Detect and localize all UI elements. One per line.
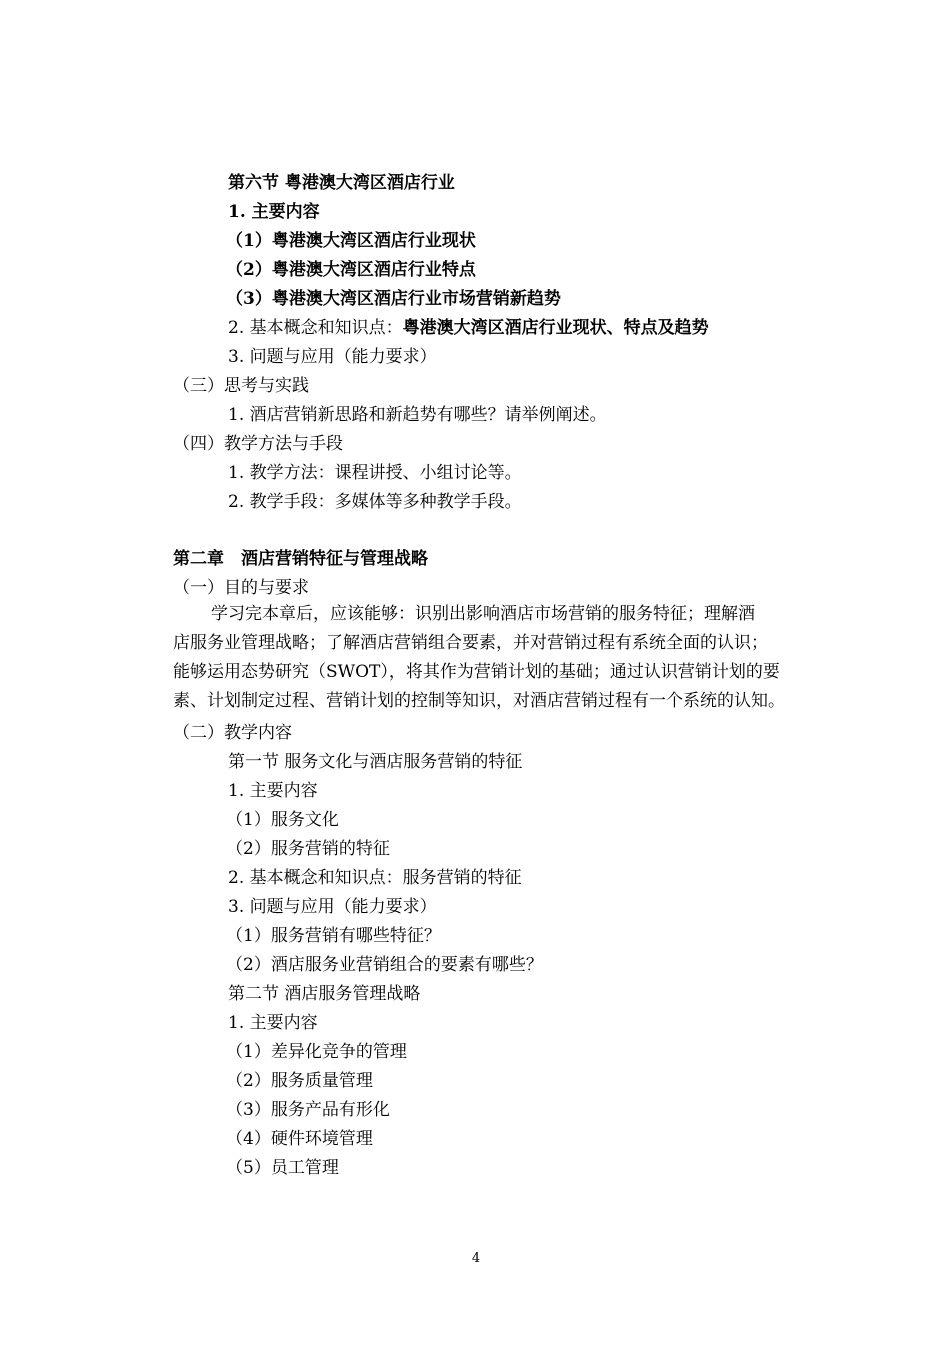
section6-concepts — [228, 317, 709, 339]
section6-item-2: （2）粤港澳大湾区酒店行业特点 — [226, 260, 476, 280]
page-number: 4 — [471, 1251, 481, 1266]
sec2-item-4: （4）硬件环境管理 — [226, 1129, 373, 1149]
sec1-question-2: （2）酒店服务业营销组合的要素有哪些？ — [226, 955, 543, 975]
chapter2-goals-paragraph — [173, 600, 835, 716]
section6-item-1: （1）粤港澳大湾区酒店行业现状 — [226, 231, 476, 251]
goals-line-4: 素、计划制定过程、营销计划的控制等知识，对酒店营销过程有一个系统的认知。 — [173, 691, 785, 711]
sec2-item-3: （3）服务产品有形化 — [226, 1100, 390, 1120]
chapter2-title: 第二章 酒店营销特征与管理战略 — [173, 549, 428, 569]
sec1-item-2: （2）服务营销的特征 — [226, 839, 390, 859]
sec2-main-content-heading: 1. 主要内容 — [228, 1013, 318, 1033]
sec1-concepts: 2. 基本概念和知识点：服务营销的特征 — [228, 868, 522, 888]
section6-main-content-heading: 1. 主要内容 — [228, 202, 320, 222]
goals-line-2: 店服务业管理战略；了解酒店营销组合要素，并对营销过程有系统全面的认识； — [173, 633, 768, 653]
methods-heading: （四）教学方法与手段 — [173, 434, 343, 454]
goals-line-1: 学习完本章后，应该能够：识别出影响酒店市场营销的服务特征；理解酒 — [211, 604, 755, 624]
sec1-title: 第一节 服务文化与酒店服务营销的特征 — [228, 752, 523, 772]
section6-concepts-text: 粤港澳大湾区酒店行业现状、特点及趋势 — [402, 318, 709, 338]
sec2-title: 第二节 酒店服务管理战略 — [228, 984, 421, 1004]
chapter2-content-heading: （二）教学内容 — [173, 723, 292, 743]
goals-line-3: 能够运用态势研究（SWOT），将其作为营销计划的基础；通过认识营销计划的要 — [173, 662, 780, 682]
thinking-heading: （三）思考与实践 — [173, 376, 309, 396]
sec1-problems: 3. 问题与应用（能力要求） — [228, 897, 437, 917]
sec2-item-1: （1）差异化竞争的管理 — [226, 1042, 407, 1062]
section6-item-3: （3）粤港澳大湾区酒店行业市场营销新趋势 — [226, 289, 561, 309]
sec2-item-2: （2）服务质量管理 — [226, 1071, 373, 1091]
thinking-question-1: 1. 酒店营销新思路和新趋势有哪些？请举例阐述。 — [228, 405, 607, 425]
sec1-item-1: （1）服务文化 — [226, 810, 339, 830]
sec2-item-5: （5）员工管理 — [226, 1158, 339, 1178]
section6-problems: 3. 问题与应用（能力要求） — [228, 347, 437, 367]
section6-concepts-prefix: 2. 基本概念和知识点： — [228, 318, 403, 338]
sec1-question-1: （1）服务营销有哪些特征？ — [226, 926, 441, 946]
methods-item-1: 1. 教学方法：课程讲授、小组讨论等。 — [228, 463, 522, 483]
sec1-main-content-heading: 1. 主要内容 — [228, 781, 318, 801]
methods-item-2: 2. 教学手段：多媒体等多种教学手段。 — [228, 492, 522, 512]
section6-title: 第六节 粤港澳大湾区酒店行业 — [228, 173, 455, 193]
chapter2-goals-heading: （一）目的与要求 — [173, 578, 309, 598]
